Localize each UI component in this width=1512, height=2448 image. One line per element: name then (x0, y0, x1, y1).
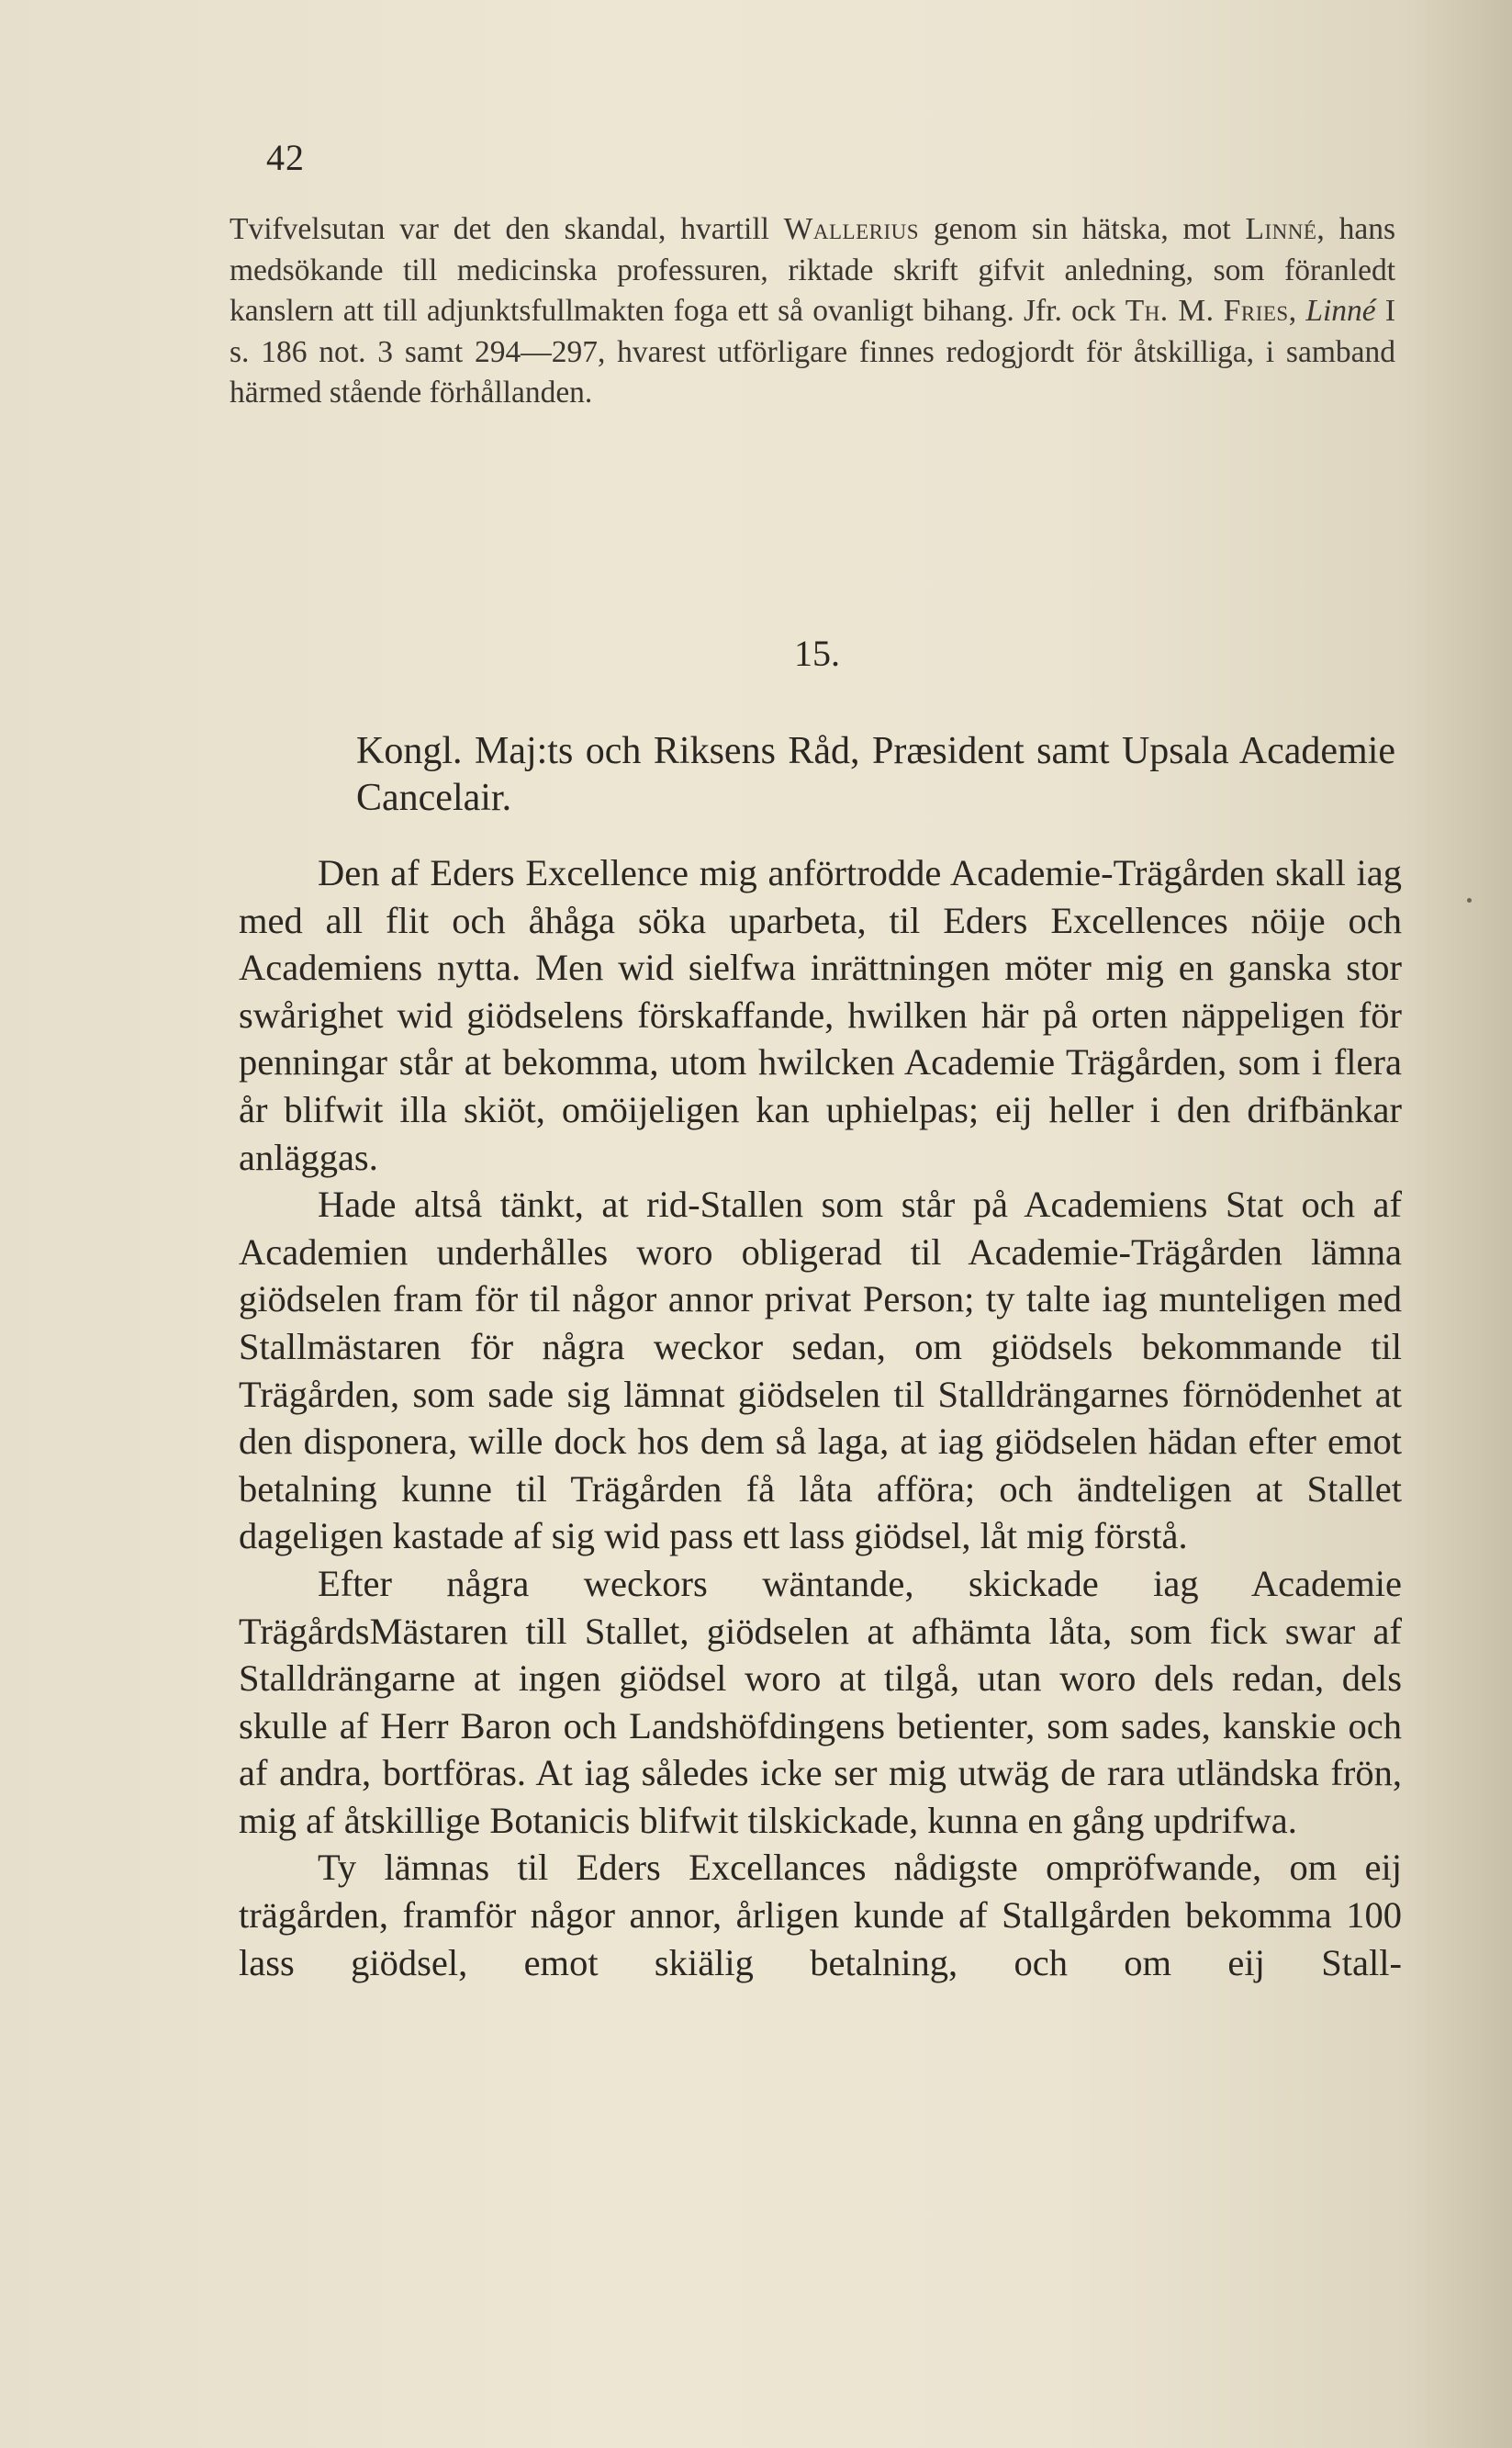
paper-speck (1467, 898, 1472, 903)
footnote-name-wallerius: Wallerius (783, 212, 920, 246)
paragraph-1: Den af Eders Excellence mig anförtrodde Academie-Trägården skall iag med all flit och åhåga söka uparbeta, til Eders Excellences nöije och Academiens nytta. Men wid sielfwa inrättningen möter mig en ganska stor swårighet wid giödselens förskaffande, hwilken här på orten näppeligen för penningar står at bekomma, utom hwilcken Academie Trägården, som i flera år blifwit illa skiöt, omöijeligen kan uphielpas; eij heller i den drifbänkar anläggas. (239, 852, 1402, 1178)
footnote-book-title: Linné (1305, 294, 1376, 328)
footnote-text-4: I s. 186 not. 3 samt 294—297, hvarest utförligare finnes redogjordt för åtskilliga, i samband härmed stående förhållanden. (230, 294, 1395, 410)
footnote-name-linne: Linné (1245, 212, 1317, 246)
paragraph-2: Hade altså tänkt, at rid-Stallen som står på Academiens Stat och af Academien underhålles woro obligerad til Academie-Trägården lämna giödselen fram för til någor annor privat Person; ty talte iag munteligen med Stallmästaren för några weckor sedan, om giödsels bekommande til Trägården, som sade sig lämnat giödselen til Stalldrängarnes förnödenhet at den disponera, wille dock hos dem så laga, at iag giödselen hädan efter emot betalning kunne til Trägården få låta afföra; och ändteligen at Stallet dageligen kastade af sig wid pass ett lass giödsel, låt mig förstå. (239, 1184, 1402, 1557)
letter-body (239, 849, 1402, 1986)
paragraph-3: Efter några weckors wäntande, skickade iag Academie TrägårdsMästaren till Stallet, giödselen at afhämta låta, som fick swar af Stalldrängarne at ingen giödsel woro at tilgå, utan woro dels redan, dels skulle af Herr Baron och Landshöfdingens betienter, som sades, kanskie och af andra, bortföras. At iag således icke ser mig utwäg de rara utländska frön, mig af åtskillige Botanicis blifwit tilskickade, kunna en gång updrifwa. (239, 1562, 1402, 1841)
footnote-comma: , (1288, 294, 1306, 328)
footnote-text-2: genom sin hätska, mot (919, 212, 1246, 246)
footnote-name-fries: Fries (1223, 294, 1289, 328)
footnote-space (1215, 294, 1224, 328)
footnote-initials-th-m: Th. M. (1125, 294, 1215, 328)
paragraph-4: Ty lämnas til Eders Excellances nådigste ompröfwande, om eij trägården, framför någor annor, årligen kunde af Stallgården bekomma 100 lass giödsel, emot skiälig betalning, och om eij Stall- (239, 1847, 1402, 1983)
letter-addressee: Kongl. Maj:ts och Riksens Råd, Præsident samt Upsala Academie Cancelair. (356, 730, 1395, 819)
footnote-text-3: , hans medsökande till medicinska professuren, riktade skrift gifvit anledning, som föranledt kanslern att till adjunktsfullmakten foga ett så ovanligt bihang. Jfr. ock (230, 212, 1395, 328)
footnote (230, 209, 1395, 414)
section-number: 15. (794, 633, 840, 674)
footnote-text-1: Tvifvelsutan var det den skandal, hvartill (230, 212, 784, 246)
page-number: 42 (266, 137, 305, 178)
